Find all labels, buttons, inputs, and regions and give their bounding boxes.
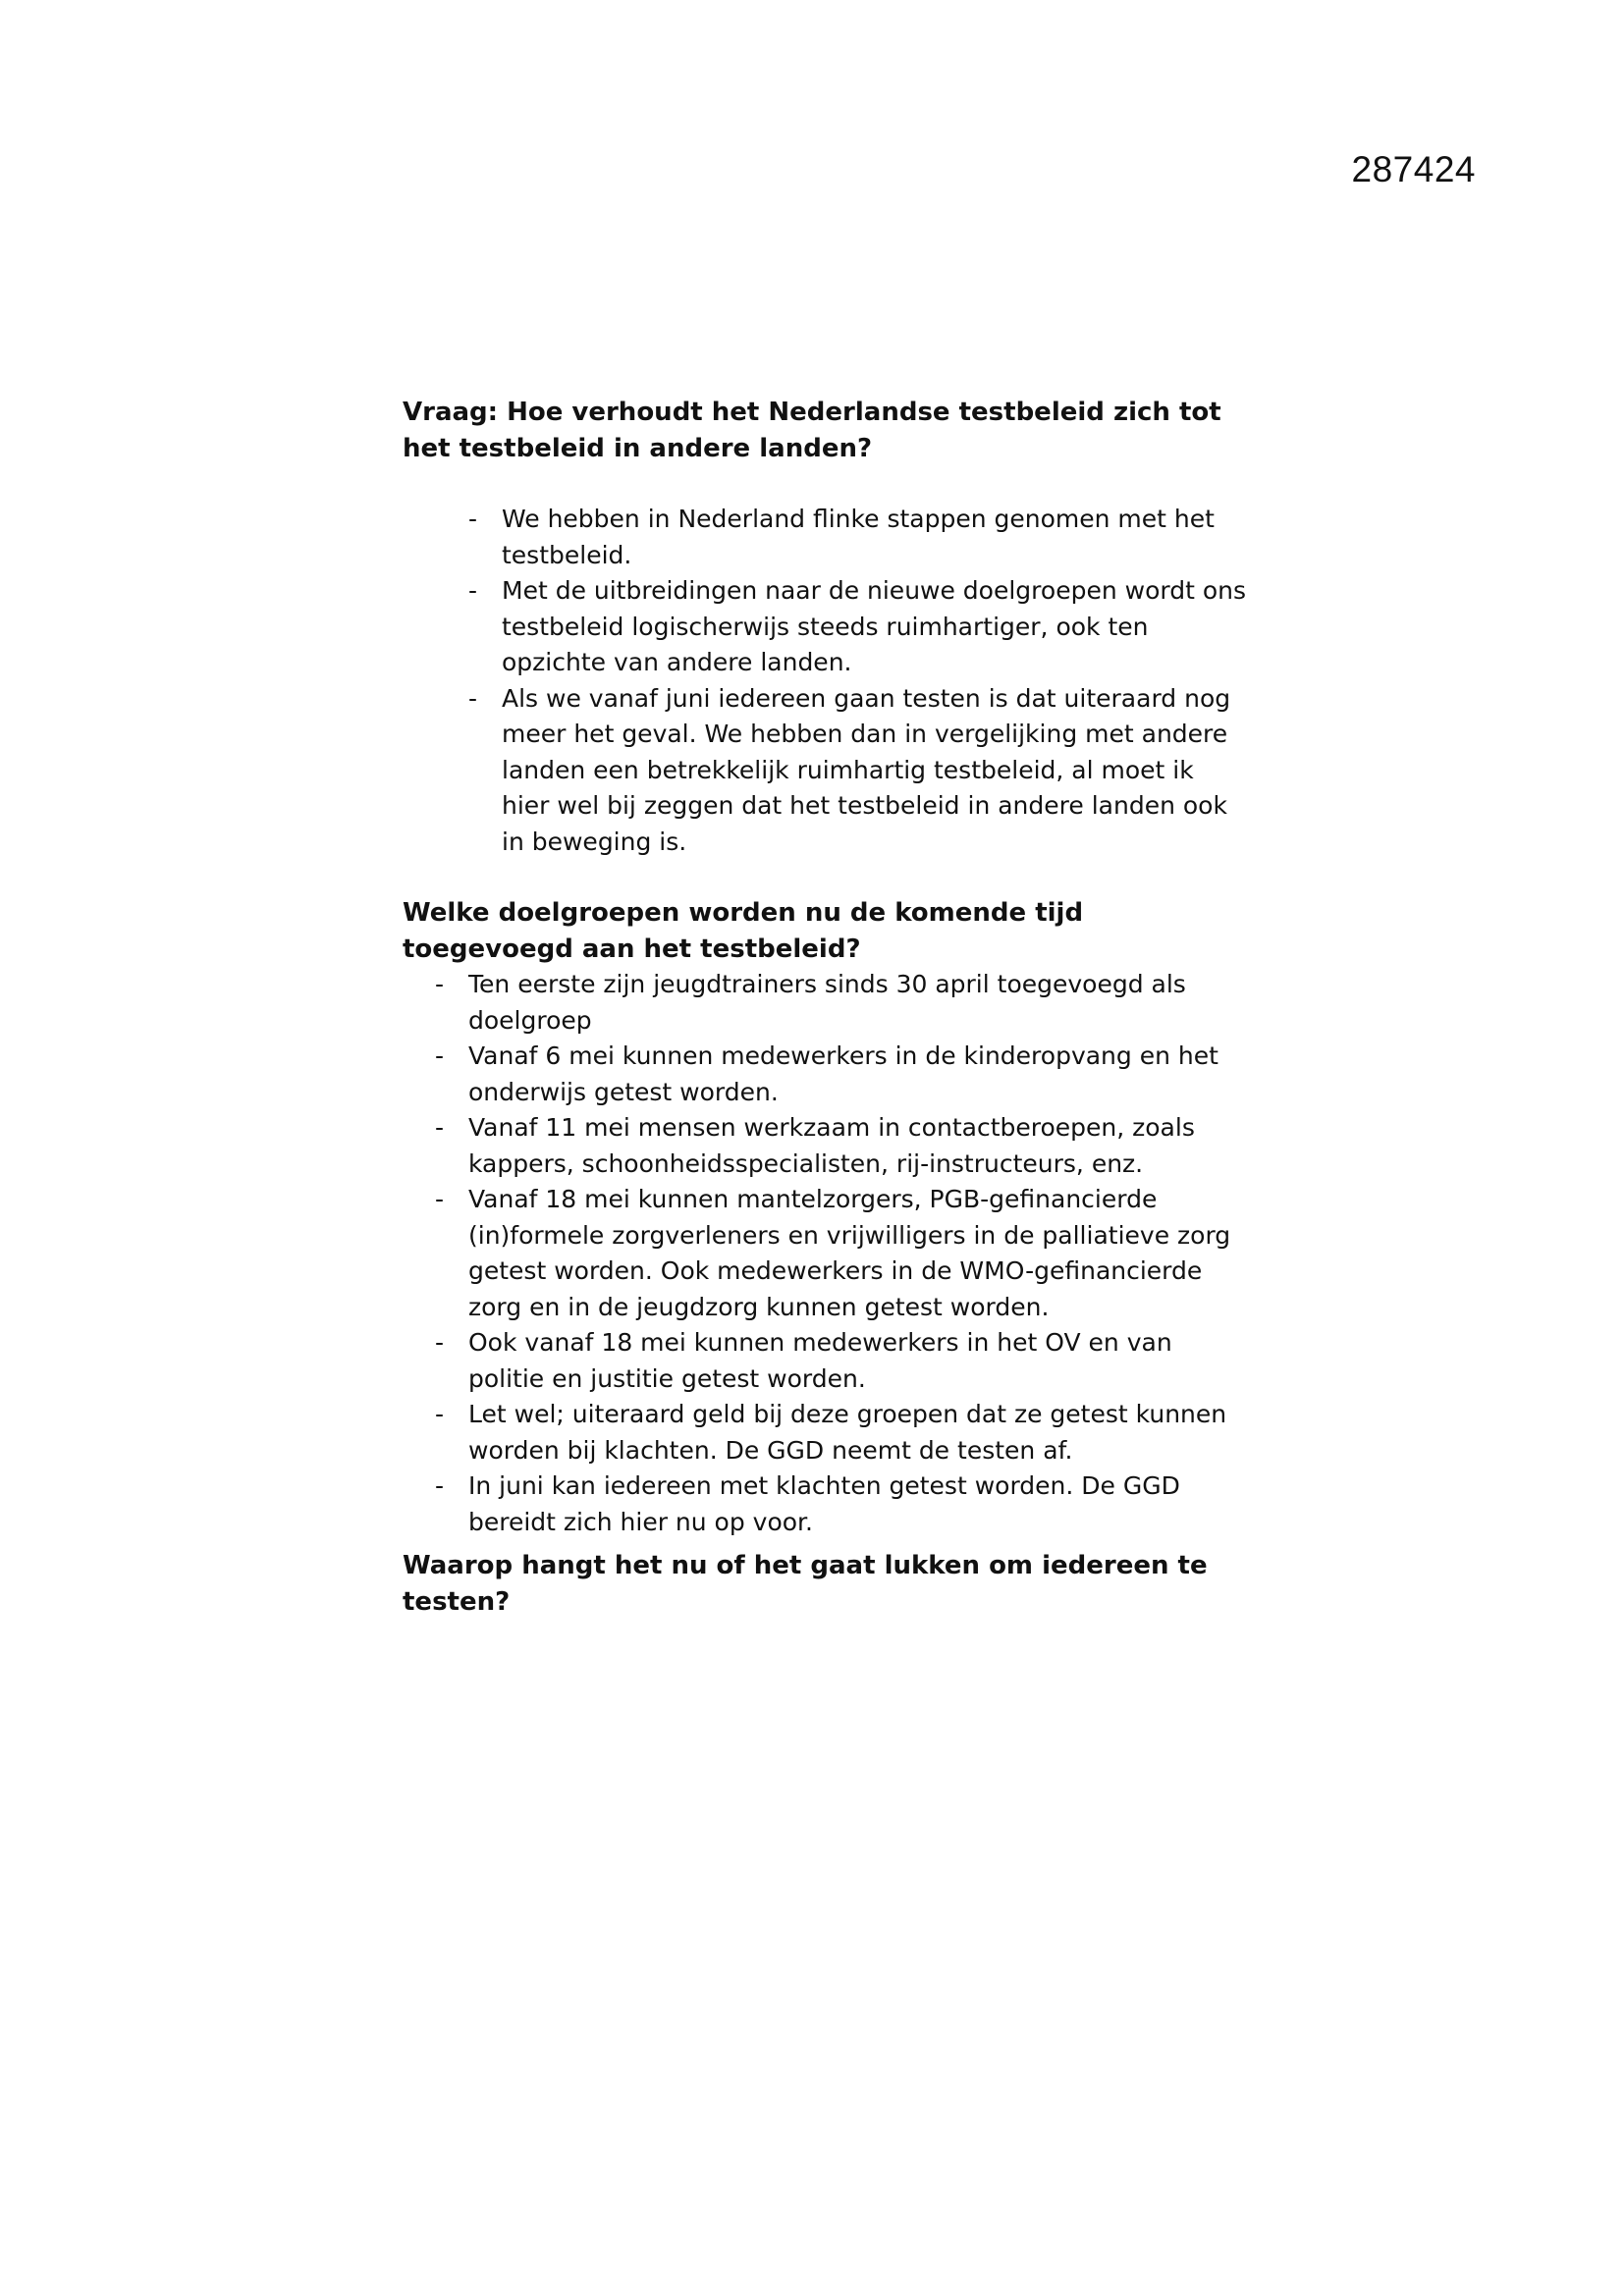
question-heading-doelgroepen: Welke doelgroepen worden nu de komende tijd toegevoegd aan het testbeleid? (403, 898, 1084, 964)
list-item: - Als we vanaf juni iedereen gaan testen is dat uiteraard nog meer het geval. We hebben dan in vergelijking met andere landen een betrekkelijk ruimhartig testbeleid, al moet ik hier wel bij zeggen dat het testbeleid in andere landen ook in beweging is. (502, 681, 1248, 861)
list-item: - Ten eerste zijn jeugdtrainers sinds 30 april toegevoegd als doelgroep (468, 967, 1254, 1039)
list-item: - Met de uitbreidingen naar de nieuwe doelgroepen wordt ons testbeleid logischerwijs steeds ruimhartiger, ook ten opzichte van andere landen. (502, 573, 1248, 681)
answer-list-testbeleid (502, 502, 1248, 860)
list-item: - Ook vanaf 18 mei kunnen medewerkers in het OV en van politie en justitie getest worden. (468, 1325, 1254, 1397)
document-body (403, 395, 1247, 1620)
list-item: - We hebben in Nederland flinke stappen genomen met het testbeleid. (502, 502, 1248, 573)
question-heading-iedereen-testen: Waarop hangt het nu of het gaat lukken om iedereen te testen? (403, 1551, 1208, 1617)
list-item: - Let wel; uiteraard geld bij deze groepen dat ze getest kunnen worden bij klachten. De GGD neemt de testen af. (468, 1397, 1254, 1468)
answer-list-doelgroepen (468, 967, 1254, 1540)
document-number: 287424 (1351, 149, 1476, 189)
list-item: - In juni kan iedereen met klachten getest worden. De GGD bereidt zich hier nu op voor. (468, 1468, 1254, 1540)
list-item: - Vanaf 6 mei kunnen medewerkers in de kinderopvang en het onderwijs getest worden. (468, 1039, 1254, 1110)
list-item: - Vanaf 18 mei kunnen mantelzorgers, PGB-gefinancierde (in)formele zorgverleners en vrijwilligers in de palliatieve zorg getest worden. Ook medewerkers in de WMO-gefinancierde zorg en in de jeugdzorg kunnen getest worden. (468, 1182, 1254, 1325)
question-heading-testbeleid: Vraag: Hoe verhoudt het Nederlandse testbeleid zich tot het testbeleid in andere landen? (403, 398, 1221, 463)
list-item: - Vanaf 11 mei mensen werkzaam in contactberoepen, zoals kappers, schoonheidsspecialisten, rij-instructeurs, enz. (468, 1110, 1254, 1182)
